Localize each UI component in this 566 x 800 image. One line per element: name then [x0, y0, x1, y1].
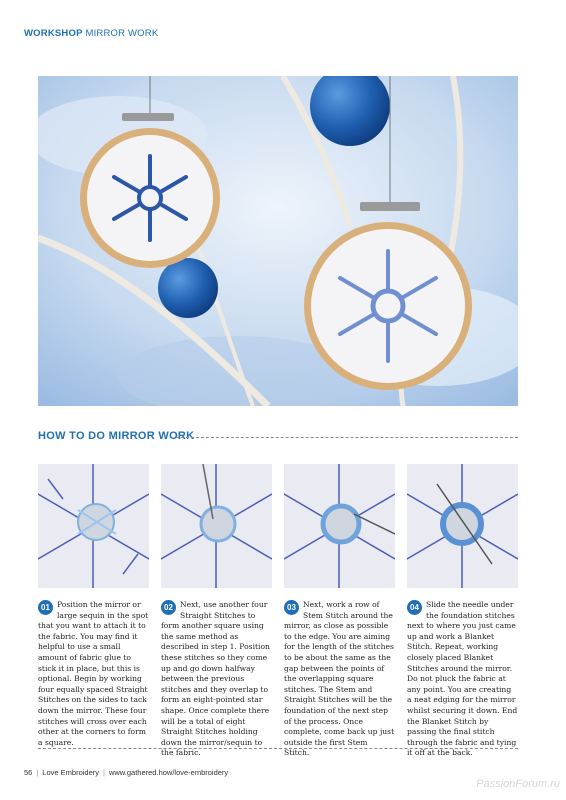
page-number: 56: [24, 768, 33, 777]
step-03-body: Next, work a row of Stem Stitch around the mirror, as close as possible to the edge. You are aiming for the length of the stitches to be about the same as the gap between the points of the overlapping square stitches. The Stem and Straight Stitches will be the foundation of the next step of the process. Once complete, come back up just outside the first Stem Stitch.: [284, 600, 395, 758]
step-02-body: Next, use another four Straight Stitches to form another square using the same method as described in step 1. Position these stitches so they come up and go down halfway between the previous stitches and they overlap to form an eight-pointed star shape. Once complete there will be a total of eight Straight Stitches holding down the mirror/sequin to the fabric.: [161, 600, 270, 758]
section-heading: HOW TO DO MIRROR WORK: [38, 430, 195, 442]
step-04-text: [407, 600, 518, 759]
watermark: PassionForum.ru: [476, 778, 560, 790]
step-04-body: Slide the needle under the foundation stitches next to where you just came up and work a Blanket Stitch. Repeat, working closely placed Blanket Stitches around the mirror. Do not pluck the fabric at any point. You are creating a neat edging for the mirror whilst securing it down. End the Blanket Stitch by passing the final stitch through the fabric and tying it off at the back.: [407, 600, 518, 758]
page-header: [24, 28, 158, 39]
step-02-text: [161, 600, 272, 759]
magazine-url[interactable]: www.gathered.how/love-embroidery: [108, 768, 229, 777]
hero-photo: [38, 76, 518, 406]
section-subtitle: MIRROR WORK: [85, 28, 159, 39]
bottom-rule: [38, 748, 518, 749]
step-03-number: 03: [284, 600, 299, 615]
heading-rule: [176, 437, 518, 438]
step-02-number: 02: [161, 600, 176, 615]
step-03-text: [284, 600, 395, 759]
step-01-number: 01: [38, 600, 53, 615]
magazine-name: Love Embroidery: [42, 768, 99, 777]
step-02-photo: [161, 464, 272, 588]
step-01-photo: [38, 464, 149, 588]
step-01-body: Position the mirror or large sequin in the spot that you want to attach it to the fabric. You may find it helpful to use a small amount of fabric glue to stick it in place, but this is optional. Begin by working four equally spaced Straight Stitches on the sides to tack down the mirror. These four stitches will cross over each other at the corners to form a square.: [38, 600, 149, 747]
section-label: WORKSHOP: [24, 28, 83, 39]
step-03-photo: [284, 464, 395, 588]
step-04-photo: [407, 464, 518, 588]
step-01-text: [38, 600, 149, 748]
hero-illustration: [38, 76, 518, 406]
page-footer: 56 | Love Embroidery | www.gathered.how/love-embroidery: [24, 768, 229, 777]
step-04-number: 04: [407, 600, 422, 615]
